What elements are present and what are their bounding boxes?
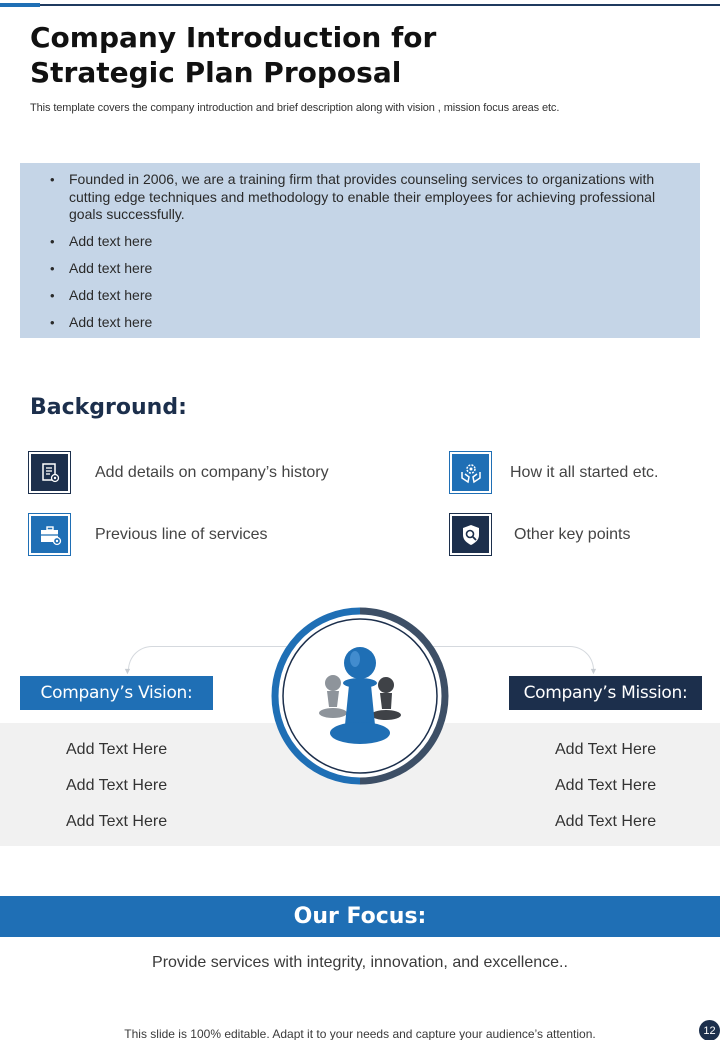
focus-text: Provide services with integrity, innovation, and excellence..: [152, 954, 568, 971]
mission-item: Add Text Here: [555, 813, 657, 830]
shield-search-icon: [449, 513, 492, 556]
background-item-history: [28, 451, 329, 494]
background-item-text: How it all started etc.: [510, 463, 659, 481]
intro-item: • Founded in 2006, we are a training firm that provides counseling services to organizations with cutting edge techniques and methodology to enable their employees for achieving professional goals successfully.: [48, 171, 670, 224]
intro-box: [20, 163, 700, 338]
mission-item: Add Text Here: [555, 777, 657, 794]
chess-pawns-icon: [271, 607, 449, 785]
vision-item: Add Text Here: [66, 813, 168, 830]
page-title: Company Introduction for Strategic Plan Proposal: [30, 21, 437, 89]
background-item-started: [449, 451, 659, 494]
background-item-text: Previous line of services: [95, 525, 268, 543]
page-number: 12: [699, 1020, 720, 1040]
focus-heading: Our Focus:: [0, 896, 720, 937]
intro-item: • Add text here: [48, 233, 670, 251]
vision-list: [66, 738, 266, 846]
background-item-text: Other key points: [514, 525, 631, 543]
footer-note: This slide is 100% editable. Adapt it to your needs and capture your audience’s attention.: [124, 1027, 596, 1040]
intro-list: [48, 171, 670, 332]
background-item-services: [28, 513, 268, 556]
background-heading: Background:: [30, 395, 187, 420]
mission-list: [555, 738, 720, 846]
top-rule: [0, 4, 720, 6]
top-accent: [0, 3, 40, 7]
background-item-text: Add details on company’s history: [95, 463, 329, 481]
page-subtitle: This template covers the company introduction and brief description along with vision , mission focus areas etc.: [30, 102, 560, 114]
vision-item: Add Text Here: [66, 741, 168, 758]
hands-gear-icon: [449, 451, 492, 494]
mission-label: Company’s Mission:: [509, 676, 702, 710]
vision-label: Company’s Vision:: [20, 676, 213, 710]
center-circle: [271, 607, 449, 785]
vision-item: Add Text Here: [66, 777, 168, 794]
down-arrow-icon: ▼: [123, 666, 132, 676]
mission-item: Add Text Here: [555, 741, 657, 758]
briefcase-gear-icon: [28, 513, 71, 556]
intro-item: • Add text here: [48, 287, 670, 305]
intro-item: • Add text here: [48, 314, 670, 332]
document-icon: [28, 451, 71, 494]
down-arrow-icon: ▼: [589, 666, 598, 676]
background-item-key-points: [449, 513, 631, 556]
intro-item: • Add text here: [48, 260, 670, 278]
